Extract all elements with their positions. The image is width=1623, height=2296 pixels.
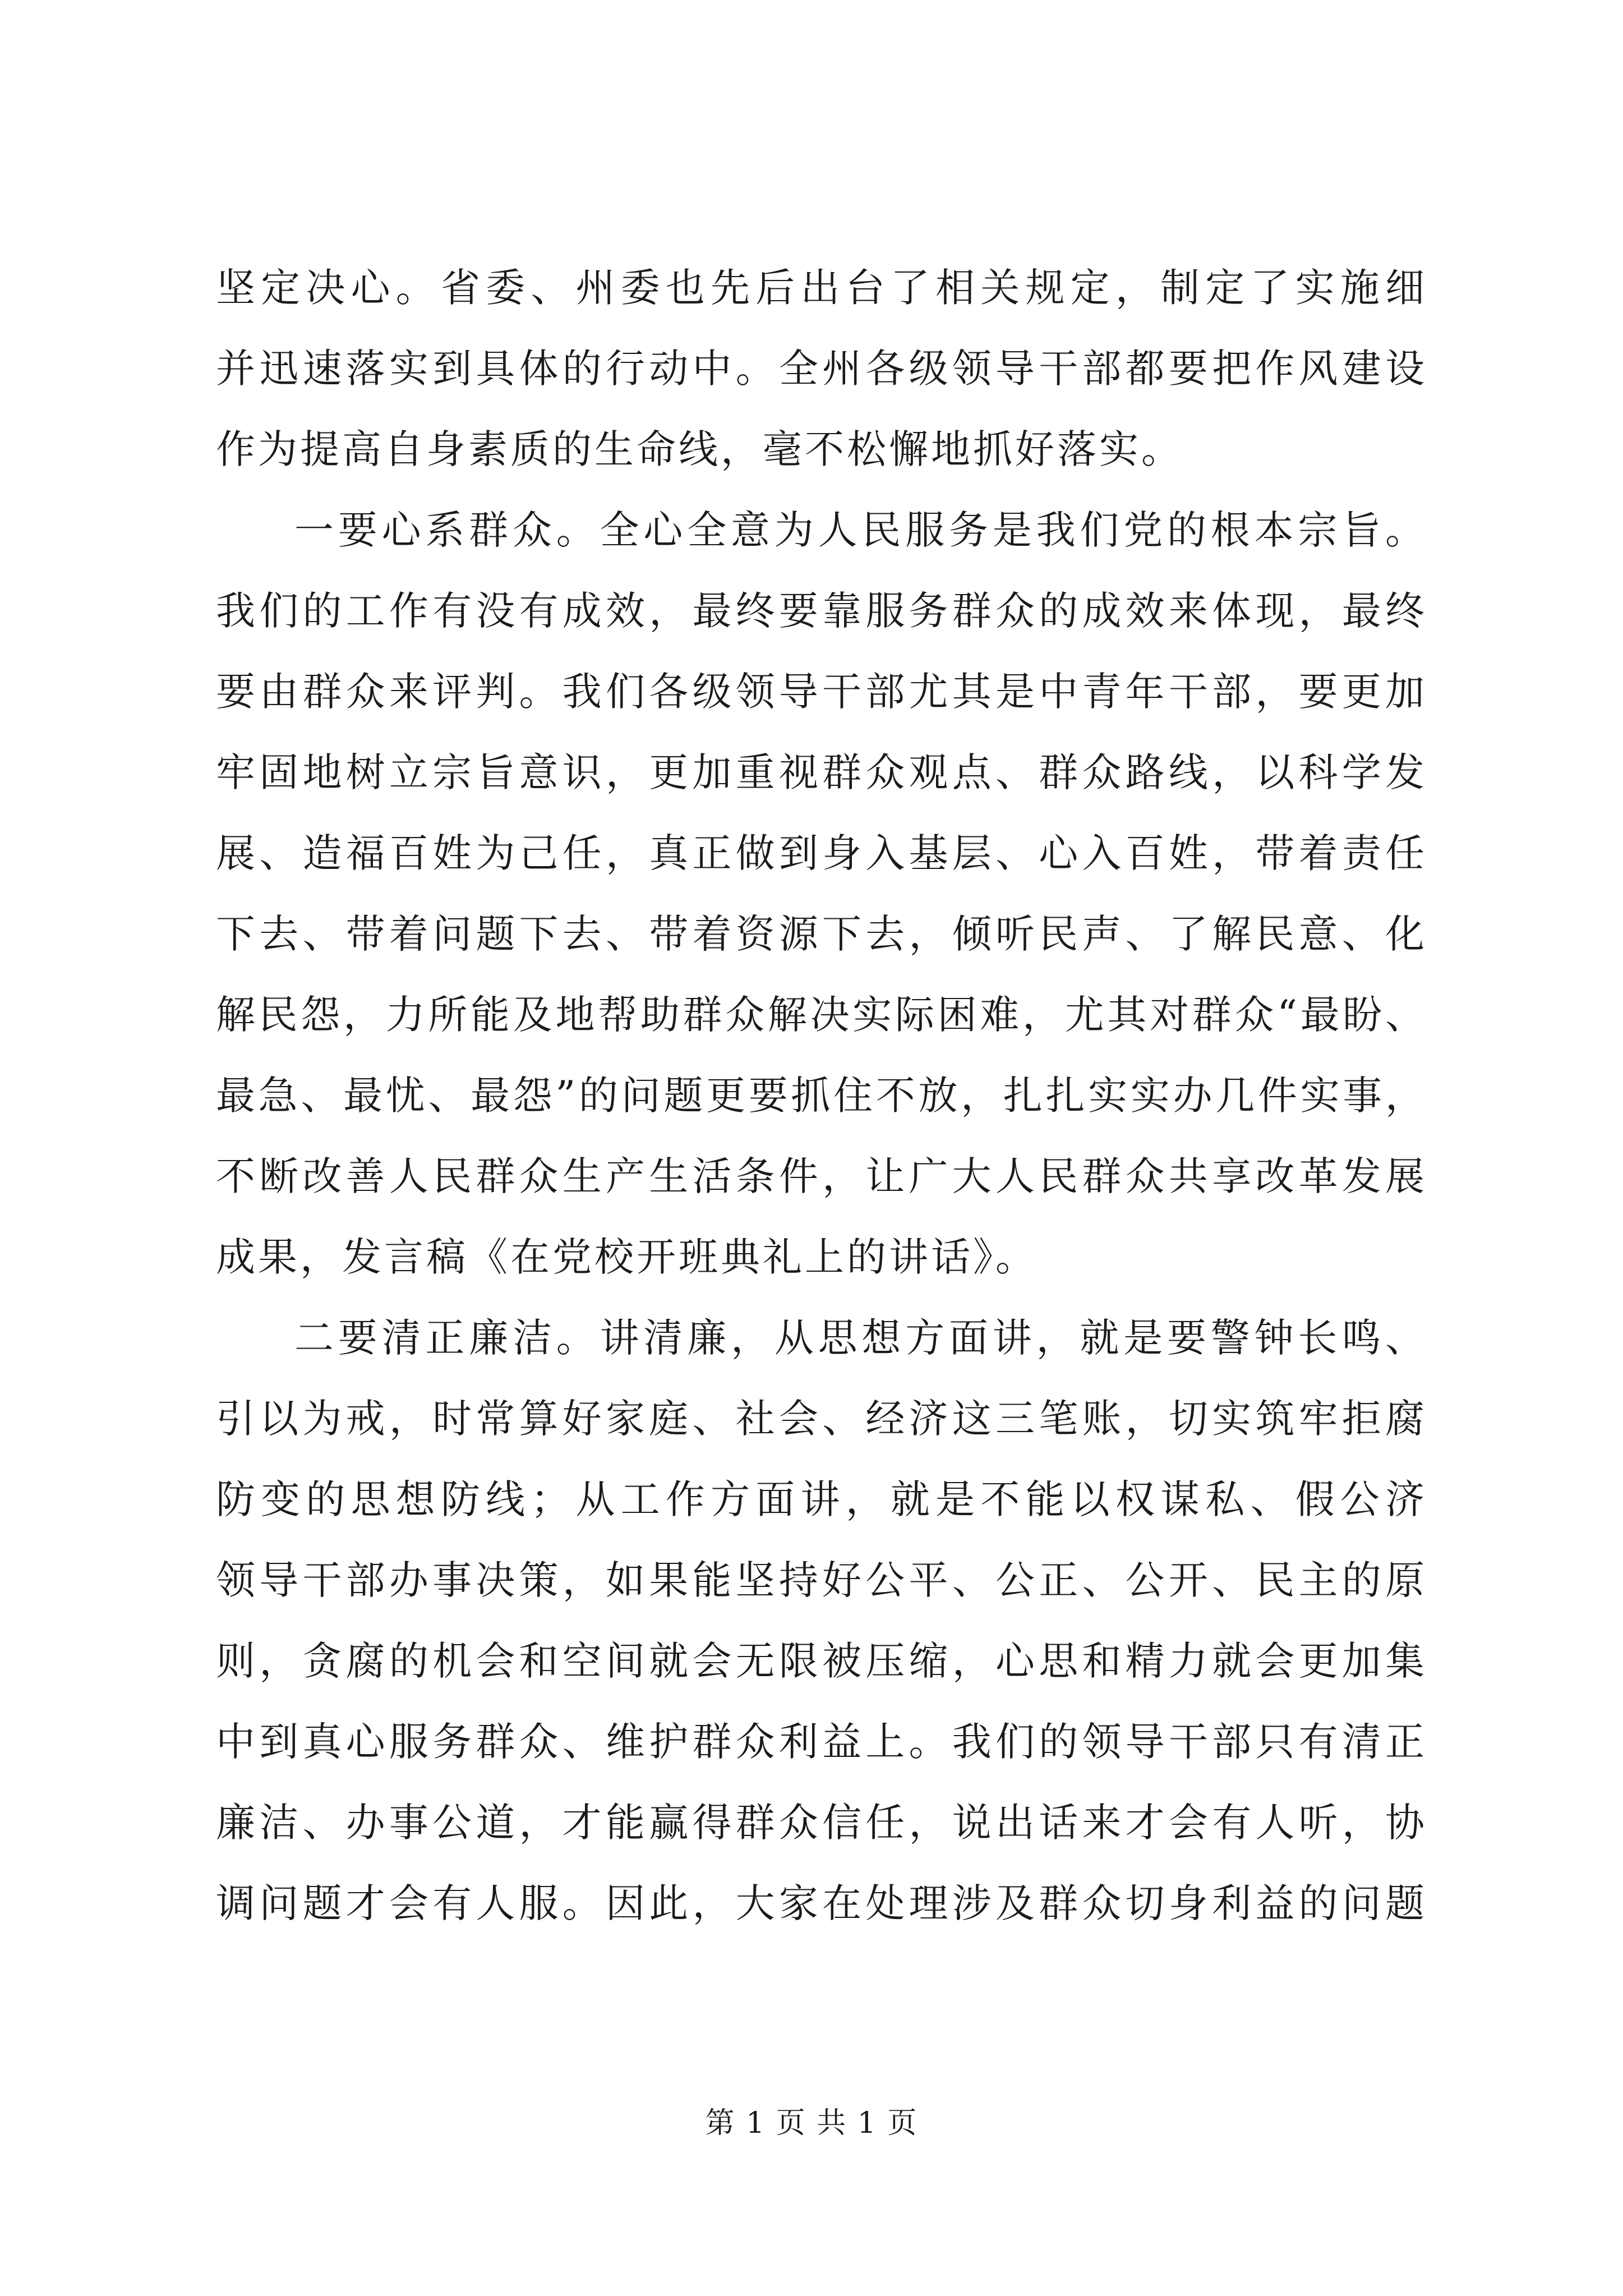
text-line: 要由群众来评判。我们各级领导干部尤其是中青年干部，要更加: [216, 669, 1427, 715]
text-line: 作为提高自身素质的生命线，毫不松懈地抓好落实。: [216, 426, 1183, 472]
text-line: 并迅速落实到具体的行动中。全州各级领导干部都要把作风建设: [216, 346, 1427, 392]
text-line: 则，贪腐的机会和空间就会无限被压缩，心思和精力就会更加集: [216, 1638, 1427, 1684]
text-line: 下去、带着问题下去、带着资源下去，倾听民声、了解民意、化: [216, 911, 1427, 957]
text-line: 坚定决心。省委、州委也先后出台了相关规定，制定了实施细: [216, 265, 1427, 311]
text-line: 中到真心服务群众、维护群众利益上。我们的领导干部只有清正: [216, 1719, 1427, 1765]
paragraph-first-line: 一要心系群众。全心全意为人民服务是我们党的根本宗旨。: [294, 507, 1427, 553]
text-line: 不断改善人民群众生产生活条件，让广大人民群众共享改革发展: [216, 1153, 1427, 1199]
text-line: 牢固地树立宗旨意识，更加重视群众观点、群众路线，以科学发: [216, 749, 1427, 795]
text-line: 成果，发言稿《在党校开班典礼上的讲话》。: [216, 1234, 1038, 1280]
text-line: 调问题才会有人服。因此，大家在处理涉及群众切身利益的问题: [216, 1880, 1427, 1926]
paragraph-first-line: 二要清正廉洁。讲清廉，从思想方面讲，就是要警钟长鸣、: [294, 1315, 1427, 1361]
text-line: 展、造福百姓为己任，真正做到身入基层、心入百姓，带着责任: [216, 830, 1427, 876]
text-line: 引以为戒，时常算好家庭、社会、经济这三笔账，切实筑牢拒腐: [216, 1396, 1427, 1442]
text-line: 廉洁、办事公道，才能赢得群众信任，说出话来才会有人听，协: [216, 1800, 1427, 1846]
text-line: 最急、最忧、最怨”的问题更要抓住不放，扎扎实实办几件实事，: [216, 1073, 1427, 1119]
text-line: 解民怨，力所能及地帮助群众解决实际困难，尤其对群众“最盼、: [216, 992, 1427, 1038]
page-number-footer: 第 1 页 共 1 页: [705, 2106, 918, 2140]
text-line: 领导干部办事决策，如果能坚持好公平、公正、公开、民主的原: [216, 1557, 1427, 1603]
text-line: 我们的工作有没有成效，最终要靠服务群众的成效来体现，最终: [216, 588, 1427, 634]
text-line: 防变的思想防线；从工作方面讲，就是不能以权谋私、假公济: [216, 1476, 1427, 1522]
